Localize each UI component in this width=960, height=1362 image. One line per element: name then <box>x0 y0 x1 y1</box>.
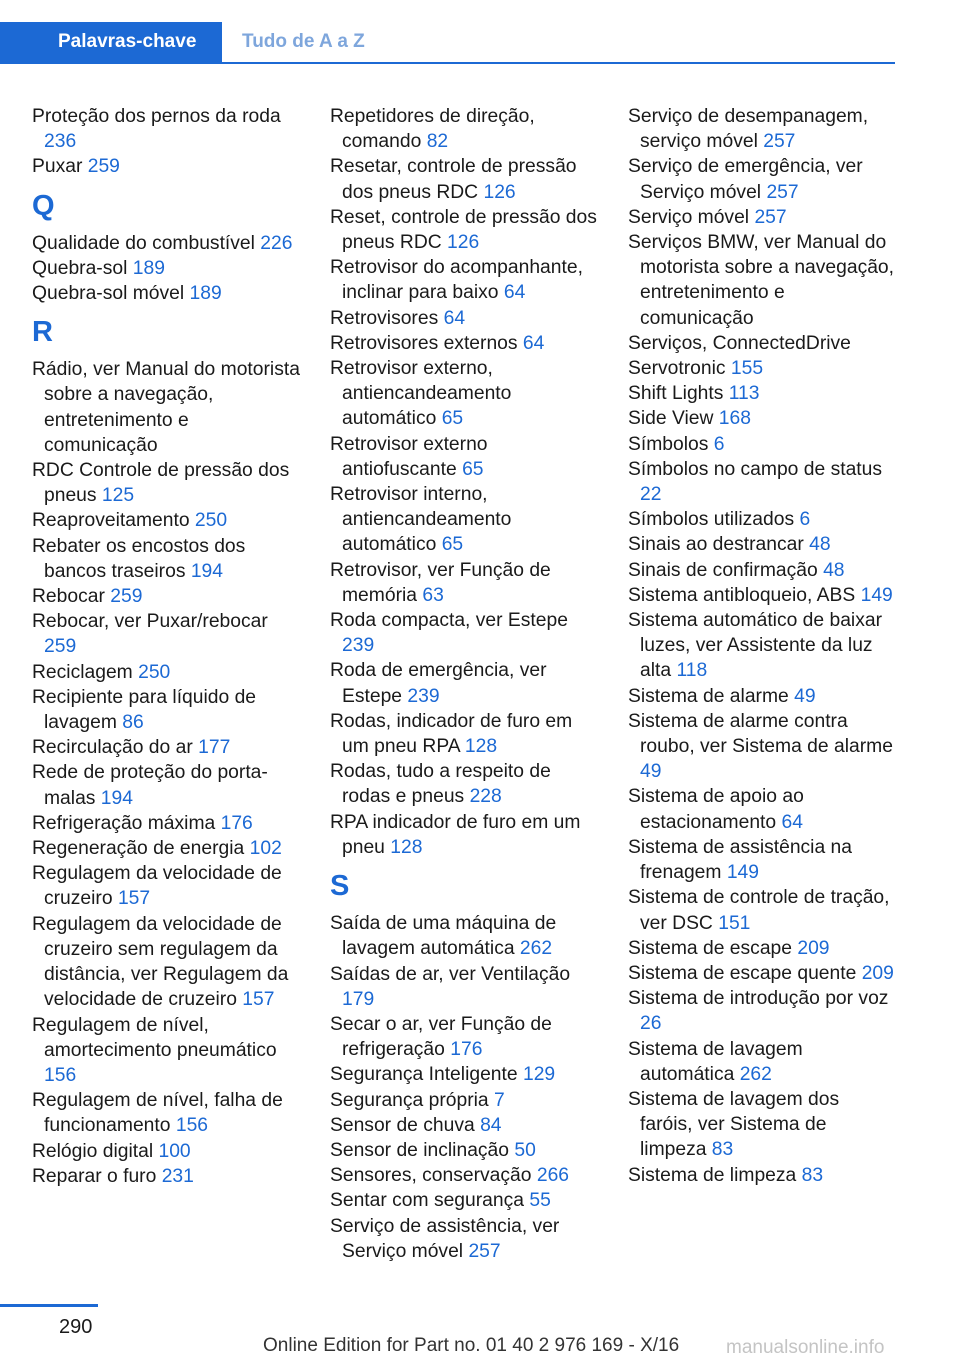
index-entry <box>330 558 598 608</box>
index-entry <box>628 936 896 961</box>
footer-accent-line <box>0 1304 98 1307</box>
index-entry-text: Rebater os encostos dos bancos traseiros <box>32 535 246 582</box>
index-entry <box>330 1163 598 1188</box>
page-link[interactable]: 189 <box>189 283 222 305</box>
page-link[interactable]: 262 <box>519 938 553 960</box>
index-entry <box>330 432 598 482</box>
page-link[interactable]: 126 <box>483 181 516 203</box>
index-entry-text: Serviço de emergência, ver Serviço móvel <box>628 156 863 203</box>
page-link[interactable]: 128 <box>464 736 498 758</box>
index-entry-text: Regulagem da velocidade de cruzeiro <box>32 863 282 910</box>
index-entry <box>330 962 598 1012</box>
index-entry <box>32 281 300 306</box>
index-entry <box>330 1012 598 1062</box>
page-link[interactable]: 26 <box>640 1013 662 1035</box>
index-entry-text: Sensor de inclinação <box>330 1139 515 1161</box>
index-entry-text: Sistema de escape quente <box>628 962 862 984</box>
page-link[interactable]: 168 <box>718 408 751 430</box>
index-entry <box>628 532 896 557</box>
index-column-2 <box>330 104 598 1264</box>
index-entry-text: Serviço de assistência, ver Serviço móvel <box>330 1215 560 1262</box>
index-entry <box>628 154 896 204</box>
index-entry-text: Sistema de lavagem dos faróis, ver Sistema de limpeza <box>628 1088 840 1161</box>
index-entry-text: Sinais de confirmação <box>628 559 824 581</box>
index-entry-text: Retrovisores <box>330 307 444 329</box>
page-link[interactable]: 257 <box>754 206 787 228</box>
index-entry-text: Sistema antibloqueio, ABS <box>628 584 861 606</box>
page-link[interactable]: 250 <box>138 661 171 683</box>
page-link[interactable]: 64 <box>781 811 803 833</box>
page-link[interactable]: 259 <box>44 636 77 658</box>
index-entry-text: Qualidade do combustível <box>32 232 261 254</box>
index-entry-text: Proteção dos pernos da roda <box>32 106 281 127</box>
index-entry-text: Refrigeração máxima <box>32 812 221 834</box>
page-link[interactable]: 50 <box>514 1139 536 1161</box>
page-link[interactable]: 250 <box>194 510 228 532</box>
page-link[interactable]: 176 <box>220 812 253 834</box>
index-entry-text: Roda compacta, ver Estepe <box>330 610 568 632</box>
page-link[interactable]: 86 <box>122 712 144 734</box>
index-entry <box>32 231 300 256</box>
tab-tudo-de-a-a-z[interactable]: Tudo de A a Z <box>242 31 365 52</box>
index-column-3 <box>628 104 896 1188</box>
index-entry-text: RDC Controle de pressão dos pneus <box>32 460 290 507</box>
index-entry <box>330 154 598 204</box>
index-entry-text: Recipiente para líquido de lavagem <box>32 686 257 734</box>
page-link[interactable]: 194 <box>100 787 133 809</box>
page-link[interactable]: 6 <box>713 433 725 455</box>
index-entry-text: Sistema de alarme contra roubo, ver Sistema de alarme <box>628 710 893 758</box>
index-entry-text: Sistema de lavagem automática <box>628 1038 803 1085</box>
index-entry-text: Sentar com segurança <box>330 1190 530 1212</box>
page-link[interactable]: 157 <box>117 888 151 910</box>
index-entry <box>32 912 300 1013</box>
index-entry-text: Relógio digital <box>32 1140 159 1162</box>
page-link[interactable]: 102 <box>249 838 282 860</box>
page-link[interactable]: 63 <box>422 584 444 606</box>
index-entry <box>628 1163 896 1188</box>
index-entry <box>32 154 300 179</box>
index-entry-text: Saída de uma máquina de lavagem automática <box>330 913 557 960</box>
page-link[interactable]: 155 <box>730 358 764 380</box>
page-link[interactable]: 22 <box>640 484 662 506</box>
index-entry-text: Rebocar <box>32 586 111 608</box>
index-entry <box>628 230 896 331</box>
page-link[interactable]: 239 <box>342 635 375 657</box>
page-link[interactable]: 7 <box>494 1089 505 1111</box>
index-entry-text: Sensores, conservação <box>330 1165 537 1187</box>
index-column-1 <box>32 104 300 1189</box>
index-entry-text: Rádio, ver Manual do motorista sobre a navegação, entretenimento e comunicação <box>32 359 300 456</box>
index-entry <box>628 684 896 709</box>
page-link[interactable]: 149 <box>860 584 893 606</box>
index-entry-text: Regulagem de nível, amortecimento pneumático <box>32 1014 277 1061</box>
index-entry-text: Reset, controle de pressão dos pneus RDC <box>330 206 597 254</box>
index-entry <box>32 609 300 659</box>
page-link[interactable]: 128 <box>390 836 423 858</box>
index-entry-text: Sistema de limpeza <box>628 1164 802 1186</box>
page-link[interactable]: 151 <box>718 912 751 934</box>
index-entry-text: Sistema de alarme <box>628 685 795 707</box>
index-entry-text: Símbolos no campo de status <box>628 458 883 480</box>
index-entry <box>32 760 300 810</box>
index-entry-text: Roda de emergência, ver Estepe <box>330 660 547 707</box>
page-number: 290 <box>59 1316 93 1338</box>
index-entry <box>330 709 598 759</box>
index-letter-heading: R <box>32 316 53 349</box>
edition-text: Online Edition for Part no. 01 40 2 976 169 - X/16 <box>263 1335 680 1356</box>
index-entry-text: Repetidores de direção, comando <box>330 106 535 153</box>
index-entry <box>330 306 598 331</box>
index-entry-text: Regulagem da velocidade de cruzeiro sem regulagem da distância, ver Regulagem da velocidade de cruzeiro <box>32 913 289 1011</box>
index-entry-text: Resetar, controle de pressão dos pneus RDC <box>330 156 577 203</box>
page-link[interactable]: 176 <box>450 1039 483 1061</box>
index-entry-text: Serviço de desempanagem, serviço móvel <box>628 106 869 153</box>
index-letter-heading: S <box>330 870 350 903</box>
page-link[interactable]: 236 <box>44 131 77 153</box>
index-entry-text: Sistema de introdução por voz <box>628 988 889 1010</box>
page-link[interactable]: 179 <box>342 988 375 1010</box>
index-entry <box>628 104 896 154</box>
index-entry <box>32 836 300 861</box>
index-entry <box>628 356 896 381</box>
page-link[interactable]: 64 <box>522 332 545 354</box>
index-entry <box>628 784 896 834</box>
index-entry-text: RPA indicador de furo em um pneu <box>330 811 581 858</box>
index-entry-text: Quebra-sol <box>32 257 133 279</box>
page-link[interactable]: 149 <box>726 862 759 884</box>
index-entry-text: Serviço móvel <box>628 206 755 228</box>
index-entry <box>32 735 300 760</box>
index-entry-text: Puxar <box>32 156 88 178</box>
index-entry-text: Sensor de chuva <box>330 1114 481 1136</box>
index-entry <box>330 1113 598 1138</box>
page-link[interactable]: 65 <box>441 534 464 556</box>
page-link[interactable]: 177 <box>198 737 231 759</box>
index-entry-text: Quebra-sol móvel <box>32 283 190 305</box>
page-link[interactable]: 126 <box>447 232 480 254</box>
page-link[interactable]: 231 <box>161 1165 194 1187</box>
index-entry <box>628 885 896 935</box>
index-entry-text: Segurança Inteligente <box>330 1064 523 1086</box>
index-entry-text: Reaproveitamento <box>32 510 195 532</box>
page-link[interactable]: 266 <box>536 1165 570 1187</box>
index-entry <box>330 482 598 558</box>
page-link[interactable]: 209 <box>861 962 894 984</box>
page-link[interactable]: 100 <box>158 1140 191 1162</box>
page-link[interactable]: 194 <box>190 560 223 582</box>
page-link[interactable]: 49 <box>640 761 662 783</box>
index-entry <box>628 432 896 457</box>
index-entry <box>32 1139 300 1164</box>
index-entry-text: Regulagem de nível, falha de funcionamento <box>32 1090 283 1137</box>
index-entry-text: Retrovisores externos <box>330 332 523 354</box>
index-entry <box>32 685 300 735</box>
page-link[interactable]: 64 <box>443 307 466 329</box>
index-entry-text: Secar o ar, ver Função de refrigeração <box>330 1013 552 1061</box>
index-entry-text: Retrovisor externo, antiencandeamento automático <box>330 358 512 430</box>
index-entry <box>32 256 300 281</box>
index-entry-text: Reparar o furo <box>32 1165 162 1187</box>
index-entry <box>628 709 896 785</box>
index-entry <box>330 810 598 860</box>
index-entry <box>330 911 598 961</box>
index-entry <box>628 961 896 986</box>
index-entry <box>628 608 896 684</box>
index-entry-text: Reciclagem <box>32 661 139 683</box>
index-entry <box>32 357 300 458</box>
page-link[interactable]: 259 <box>87 156 120 178</box>
index-entry-text: Rebocar, ver Puxar/rebocar <box>32 611 268 633</box>
index-entry <box>32 458 300 508</box>
page-link[interactable]: 82 <box>426 131 449 153</box>
index-entry <box>32 1088 300 1138</box>
watermark-text: manualsonline.info <box>726 1337 885 1358</box>
index-entry-text: Retrovisor, ver Função de memória <box>330 559 551 606</box>
page-link[interactable]: 156 <box>175 1115 209 1137</box>
index-entry <box>32 1013 300 1089</box>
page-link[interactable]: 48 <box>809 534 831 556</box>
page-link[interactable]: 259 <box>110 586 143 608</box>
page-link[interactable]: 113 <box>728 383 760 405</box>
index-entry-text: Regeneração de energia <box>32 838 250 860</box>
index-entry <box>330 1088 598 1113</box>
index-entry <box>32 534 300 584</box>
index-entry-text: Serviços BMW, ver Manual do motorista sobre a navegação, entretenimento e comunicação <box>628 232 895 329</box>
page-link[interactable]: 84 <box>480 1114 502 1136</box>
index-entry <box>628 986 896 1036</box>
page-link[interactable]: 239 <box>407 685 440 707</box>
index-entry-text: Sinais ao destrancar <box>628 534 810 556</box>
index-entry <box>330 1214 598 1264</box>
index-entry <box>628 406 896 431</box>
page-link[interactable]: 55 <box>529 1190 551 1212</box>
index-entry <box>32 508 300 533</box>
page-link[interactable]: 257 <box>763 131 796 153</box>
index-entry-text: Segurança própria <box>330 1089 494 1111</box>
index-entry <box>628 205 896 230</box>
page-link[interactable]: 189 <box>132 257 165 279</box>
page-link[interactable]: 228 <box>469 786 502 808</box>
index-entry <box>330 608 598 658</box>
index-entry-text: Sistema de assistência na frenagem <box>628 836 852 884</box>
index-entry <box>32 104 300 154</box>
index-entry-text: Recirculação do ar <box>32 737 199 759</box>
index-entry <box>628 507 896 532</box>
index-entry <box>32 660 300 685</box>
index-entry-text: Sistema de apoio ao estacionamento <box>628 786 804 833</box>
page-link[interactable]: 49 <box>794 685 816 707</box>
index-entry-text: Sistema de escape <box>628 937 798 959</box>
page-link[interactable]: 125 <box>101 485 135 507</box>
index-entry <box>628 835 896 885</box>
index-entry <box>628 331 896 356</box>
page-link[interactable]: 226 <box>260 232 293 254</box>
index-entry-text: Rede de proteção do porta-malas <box>32 762 268 809</box>
index-entry-text: Rodas, tudo a respeito de rodas e pneus <box>330 761 551 808</box>
index-entry <box>330 658 598 708</box>
index-entry <box>32 811 300 836</box>
index-entry <box>628 558 896 583</box>
index-entry-text: Símbolos utilizados <box>628 509 800 531</box>
index-entry <box>330 1062 598 1087</box>
index-entry <box>628 583 896 608</box>
index-entry <box>628 457 896 507</box>
page-link[interactable]: 83 <box>711 1139 734 1161</box>
index-entry <box>330 331 598 356</box>
page-link[interactable]: 83 <box>801 1164 824 1186</box>
page-link[interactable]: 65 <box>441 408 464 430</box>
page-link[interactable]: 156 <box>44 1064 77 1086</box>
index-entry <box>330 759 598 809</box>
index-entry <box>330 255 598 305</box>
index-entry-text: Retrovisor interno, antiencandeamento automático <box>330 484 512 556</box>
index-entry-text: Sistema automático de baixar luzes, ver Assistente da luz alta <box>628 610 882 682</box>
page-link[interactable]: 64 <box>503 282 526 304</box>
page-link[interactable]: 118 <box>676 660 708 682</box>
index-entry <box>628 381 896 406</box>
index-letter-heading: Q <box>32 189 55 222</box>
page-link[interactable]: 257 <box>766 181 799 203</box>
page-link[interactable]: 262 <box>739 1063 772 1085</box>
index-entry <box>628 1037 896 1087</box>
header-bar <box>0 0 895 64</box>
index-entry <box>32 861 300 911</box>
tab-palavras-chave[interactable]: Palavras-chave <box>0 22 222 62</box>
index-entry <box>32 1164 300 1189</box>
index-entry <box>330 1188 598 1213</box>
index-entry-text: Saídas de ar, ver Ventilação <box>330 963 571 985</box>
index-entry-text: Retrovisor do acompanhante, inclinar para baixo <box>330 257 583 304</box>
index-entry <box>330 104 598 154</box>
index-entry-text: Shift Lights <box>628 383 729 405</box>
page-link[interactable]: 257 <box>468 1240 501 1262</box>
index-entry-text: Servotronic <box>628 358 731 380</box>
index-entry <box>32 584 300 609</box>
index-entry <box>330 1138 598 1163</box>
index-entry <box>628 1087 896 1163</box>
index-entry <box>330 205 598 255</box>
index-entry-text: Sistema de controle de tração, ver DSC <box>628 887 890 934</box>
index-entry-text: Rodas, indicador de furo em um pneu RPA <box>330 710 573 758</box>
page-link[interactable]: 157 <box>242 989 275 1011</box>
index-entry-text: Retrovisor externo antiofuscante <box>330 433 488 480</box>
index-entry <box>330 356 598 432</box>
page-link[interactable]: 6 <box>799 509 811 531</box>
page-link[interactable]: 209 <box>797 937 830 959</box>
page-link[interactable]: 48 <box>823 559 845 581</box>
index-entry-text: Serviços, ConnectedDrive <box>628 332 851 354</box>
page-link[interactable]: 129 <box>522 1064 556 1086</box>
index-entry-text: Símbolos <box>628 433 714 455</box>
page-link[interactable]: 65 <box>462 458 484 480</box>
index-entry-text: Side View <box>628 408 719 430</box>
